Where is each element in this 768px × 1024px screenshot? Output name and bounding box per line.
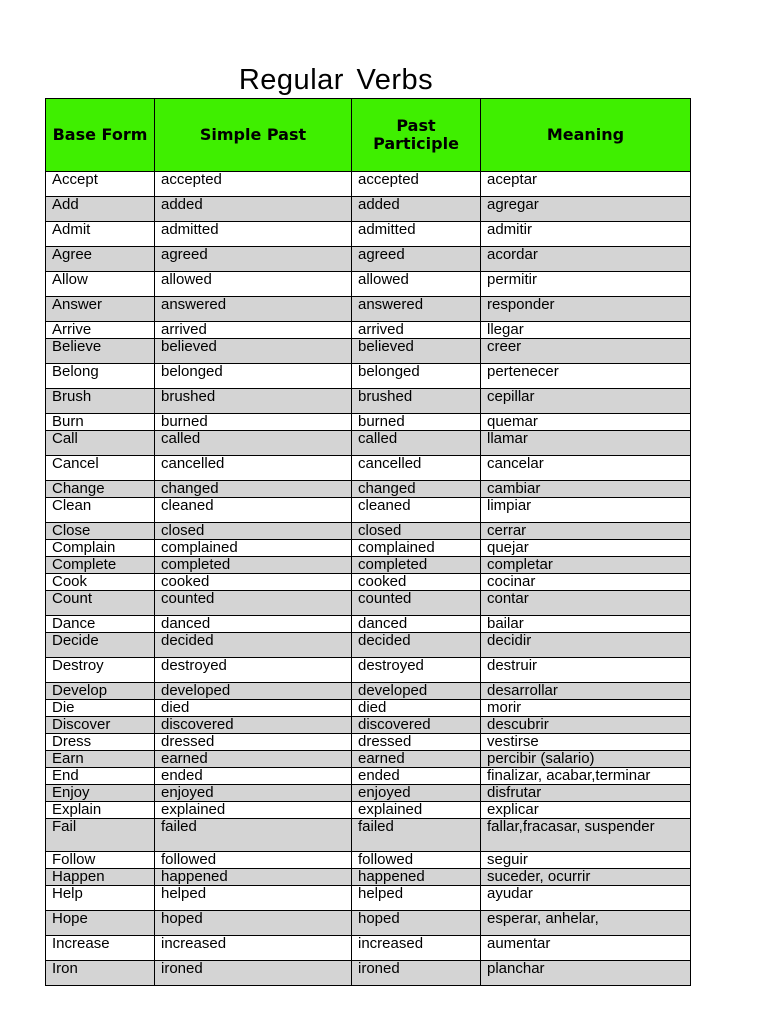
meaning-cell: llamar [481, 431, 691, 456]
simple-past-cell: decided [155, 633, 352, 658]
table-row [46, 389, 691, 414]
meaning-cell: permitir [481, 272, 691, 297]
base-form-cell: Clean [46, 498, 155, 523]
past-participle-cell: decided [352, 633, 481, 658]
meaning-cell: llegar [481, 322, 691, 339]
past-participle-cell: happened [352, 869, 481, 886]
meaning-cell: destruir [481, 658, 691, 683]
base-form-cell: Enjoy [46, 785, 155, 802]
simple-past-cell: destroyed [155, 658, 352, 683]
base-form-cell: Call [46, 431, 155, 456]
base-form-cell: Agree [46, 247, 155, 272]
table-body [46, 172, 691, 986]
simple-past-cell: counted [155, 591, 352, 616]
simple-past-cell: increased [155, 936, 352, 961]
past-participle-cell: agreed [352, 247, 481, 272]
base-form-cell: Arrive [46, 322, 155, 339]
table-row [46, 222, 691, 247]
base-form-cell: Cook [46, 574, 155, 591]
table-row [46, 364, 691, 389]
simple-past-cell: brushed [155, 389, 352, 414]
simple-past-cell: cleaned [155, 498, 352, 523]
simple-past-cell: completed [155, 557, 352, 574]
past-participle-cell: cleaned [352, 498, 481, 523]
past-participle-cell: added [352, 197, 481, 222]
past-participle-cell: dressed [352, 734, 481, 751]
base-form-cell: Cancel [46, 456, 155, 481]
past-participle-cell: failed [352, 819, 481, 852]
base-form-cell: Help [46, 886, 155, 911]
meaning-cell: seguir [481, 852, 691, 869]
base-form-cell: Fail [46, 819, 155, 852]
table-row [46, 574, 691, 591]
table-row [46, 911, 691, 936]
meaning-cell: cocinar [481, 574, 691, 591]
meaning-cell: cancelar [481, 456, 691, 481]
simple-past-cell: closed [155, 523, 352, 540]
simple-past-cell: accepted [155, 172, 352, 197]
header-meaning: Meaning [481, 99, 691, 172]
meaning-cell: contar [481, 591, 691, 616]
base-form-cell: Earn [46, 751, 155, 768]
past-participle-cell: died [352, 700, 481, 717]
meaning-cell: planchar [481, 961, 691, 986]
simple-past-cell: dressed [155, 734, 352, 751]
page-title: Regular Verbs [238, 64, 434, 96]
meaning-cell: decidir [481, 633, 691, 658]
meaning-cell: acordar [481, 247, 691, 272]
meaning-cell: fallar,fracasar, suspender [481, 819, 691, 852]
past-participle-cell: followed [352, 852, 481, 869]
base-form-cell: Follow [46, 852, 155, 869]
simple-past-cell: allowed [155, 272, 352, 297]
meaning-cell: cerrar [481, 523, 691, 540]
past-participle-cell: ended [352, 768, 481, 785]
simple-past-cell: belonged [155, 364, 352, 389]
base-form-cell: Dress [46, 734, 155, 751]
meaning-cell: percibir (salario) [481, 751, 691, 768]
base-form-cell: Add [46, 197, 155, 222]
past-participle-cell: danced [352, 616, 481, 633]
past-participle-cell: admitted [352, 222, 481, 247]
meaning-cell: pertenecer [481, 364, 691, 389]
past-participle-cell: counted [352, 591, 481, 616]
base-form-cell: Belong [46, 364, 155, 389]
table-row [46, 557, 691, 574]
base-form-cell: Die [46, 700, 155, 717]
table-row [46, 339, 691, 364]
table-row [46, 717, 691, 734]
simple-past-cell: danced [155, 616, 352, 633]
table-row [46, 700, 691, 717]
base-form-cell: Discover [46, 717, 155, 734]
past-participle-cell: completed [352, 557, 481, 574]
meaning-cell: responder [481, 297, 691, 322]
base-form-cell: Destroy [46, 658, 155, 683]
past-participle-cell: changed [352, 481, 481, 498]
meaning-cell: aceptar [481, 172, 691, 197]
simple-past-cell: discovered [155, 717, 352, 734]
meaning-cell: descubrir [481, 717, 691, 734]
meaning-cell: esperar, anhelar, [481, 911, 691, 936]
simple-past-cell: agreed [155, 247, 352, 272]
table-row [46, 961, 691, 986]
base-form-cell: Burn [46, 414, 155, 431]
table-row [46, 802, 691, 819]
meaning-cell: agregar [481, 197, 691, 222]
past-participle-cell: cooked [352, 574, 481, 591]
past-participle-cell: destroyed [352, 658, 481, 683]
simple-past-cell: died [155, 700, 352, 717]
simple-past-cell: explained [155, 802, 352, 819]
base-form-cell: Accept [46, 172, 155, 197]
base-form-cell: Hope [46, 911, 155, 936]
past-participle-cell: burned [352, 414, 481, 431]
regular-verbs-table [45, 98, 691, 986]
simple-past-cell: developed [155, 683, 352, 700]
past-participle-cell: ironed [352, 961, 481, 986]
base-form-cell: Happen [46, 869, 155, 886]
meaning-cell: suceder, ocurrir [481, 869, 691, 886]
past-participle-cell: called [352, 431, 481, 456]
base-form-cell: Count [46, 591, 155, 616]
header-past-participle: Past Participle [352, 99, 481, 172]
base-form-cell: Complain [46, 540, 155, 557]
simple-past-cell: called [155, 431, 352, 456]
past-participle-cell: arrived [352, 322, 481, 339]
table-row [46, 869, 691, 886]
header-base-form: Base Form [46, 99, 155, 172]
meaning-cell: cepillar [481, 389, 691, 414]
table-row [46, 481, 691, 498]
table-row [46, 751, 691, 768]
table-row [46, 322, 691, 339]
table-row [46, 498, 691, 523]
past-participle-cell: earned [352, 751, 481, 768]
base-form-cell: Dance [46, 616, 155, 633]
meaning-cell: quemar [481, 414, 691, 431]
table-row [46, 785, 691, 802]
simple-past-cell: burned [155, 414, 352, 431]
past-participle-cell: increased [352, 936, 481, 961]
table-row [46, 683, 691, 700]
simple-past-cell: arrived [155, 322, 352, 339]
meaning-cell: bailar [481, 616, 691, 633]
base-form-cell: Admit [46, 222, 155, 247]
base-form-cell: Believe [46, 339, 155, 364]
table-row [46, 431, 691, 456]
table-row [46, 540, 691, 557]
table-row [46, 591, 691, 616]
past-participle-cell: brushed [352, 389, 481, 414]
past-participle-cell: complained [352, 540, 481, 557]
table-row [46, 658, 691, 683]
past-participle-cell: hoped [352, 911, 481, 936]
simple-past-cell: cooked [155, 574, 352, 591]
simple-past-cell: cancelled [155, 456, 352, 481]
simple-past-cell: changed [155, 481, 352, 498]
simple-past-cell: helped [155, 886, 352, 911]
meaning-cell: cambiar [481, 481, 691, 498]
table-row [46, 197, 691, 222]
table-header-row [46, 99, 691, 172]
table-row [46, 936, 691, 961]
simple-past-cell: ironed [155, 961, 352, 986]
past-participle-cell: believed [352, 339, 481, 364]
meaning-cell: completar [481, 557, 691, 574]
table-row [46, 886, 691, 911]
base-form-cell: Brush [46, 389, 155, 414]
simple-past-cell: believed [155, 339, 352, 364]
meaning-cell: vestirse [481, 734, 691, 751]
base-form-cell: Decide [46, 633, 155, 658]
base-form-cell: Change [46, 481, 155, 498]
meaning-cell: explicar [481, 802, 691, 819]
table-row [46, 272, 691, 297]
header-simple-past: Simple Past [155, 99, 352, 172]
past-participle-cell: closed [352, 523, 481, 540]
base-form-cell: Allow [46, 272, 155, 297]
base-form-cell: Iron [46, 961, 155, 986]
meaning-cell: desarrollar [481, 683, 691, 700]
simple-past-cell: admitted [155, 222, 352, 247]
meaning-cell: aumentar [481, 936, 691, 961]
past-participle-cell: belonged [352, 364, 481, 389]
table-row [46, 247, 691, 272]
table-row [46, 819, 691, 852]
base-form-cell: Increase [46, 936, 155, 961]
meaning-cell: creer [481, 339, 691, 364]
table-row [46, 456, 691, 481]
simple-past-cell: answered [155, 297, 352, 322]
simple-past-cell: happened [155, 869, 352, 886]
past-participle-cell: helped [352, 886, 481, 911]
simple-past-cell: followed [155, 852, 352, 869]
table-row [46, 852, 691, 869]
simple-past-cell: earned [155, 751, 352, 768]
simple-past-cell: complained [155, 540, 352, 557]
meaning-cell: morir [481, 700, 691, 717]
meaning-cell: admitir [481, 222, 691, 247]
past-participle-cell: developed [352, 683, 481, 700]
table-row [46, 414, 691, 431]
table-row [46, 523, 691, 540]
past-participle-cell: answered [352, 297, 481, 322]
meaning-cell: disfrutar [481, 785, 691, 802]
past-participle-cell: cancelled [352, 456, 481, 481]
past-participle-cell: discovered [352, 717, 481, 734]
simple-past-cell: failed [155, 819, 352, 852]
table-row [46, 768, 691, 785]
past-participle-cell: explained [352, 802, 481, 819]
table-row [46, 616, 691, 633]
meaning-cell: ayudar [481, 886, 691, 911]
table-row [46, 734, 691, 751]
simple-past-cell: added [155, 197, 352, 222]
simple-past-cell: ended [155, 768, 352, 785]
base-form-cell: Develop [46, 683, 155, 700]
table-row [46, 297, 691, 322]
table-row [46, 633, 691, 658]
base-form-cell: Complete [46, 557, 155, 574]
meaning-cell: limpiar [481, 498, 691, 523]
base-form-cell: End [46, 768, 155, 785]
meaning-cell: quejar [481, 540, 691, 557]
base-form-cell: Close [46, 523, 155, 540]
past-participle-cell: allowed [352, 272, 481, 297]
past-participle-cell: accepted [352, 172, 481, 197]
table-row [46, 172, 691, 197]
base-form-cell: Answer [46, 297, 155, 322]
past-participle-cell: enjoyed [352, 785, 481, 802]
base-form-cell: Explain [46, 802, 155, 819]
simple-past-cell: enjoyed [155, 785, 352, 802]
simple-past-cell: hoped [155, 911, 352, 936]
meaning-cell: finalizar, acabar,terminar [481, 768, 691, 785]
